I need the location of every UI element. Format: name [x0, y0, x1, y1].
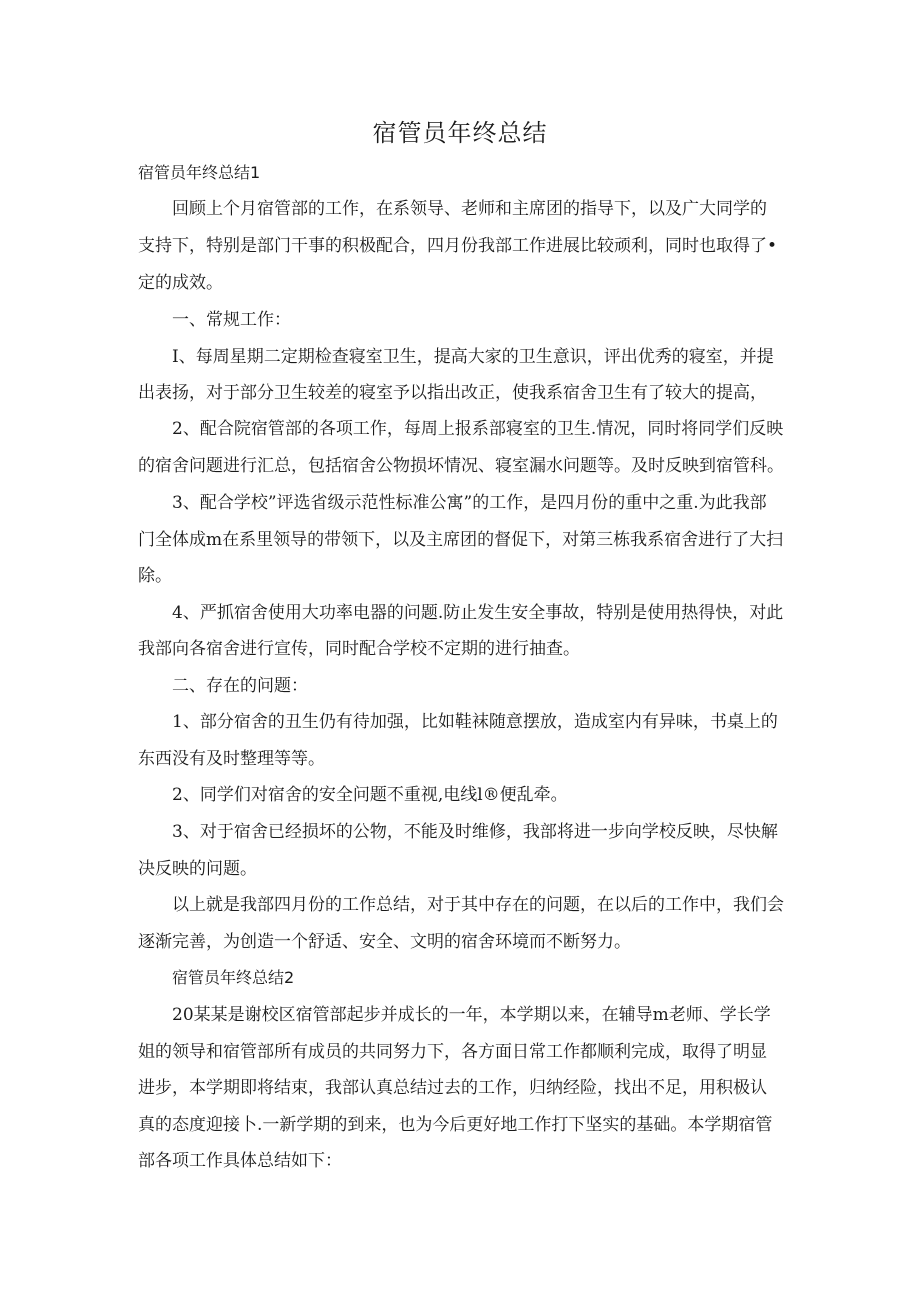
document-title: 宿管员年终总结 — [372, 119, 548, 147]
paragraph-line: 东西没有及时整理等等。 — [138, 749, 325, 769]
paragraph-line: 4、严抓宿舍使用大功率电器的问题.防止发生安全事故，特别是使用热得快，对此 — [172, 603, 784, 623]
paragraph-line: 进步，本学期即将结束，我部认真总结过去的工作，归纳经险，找出不足，用积极认 — [138, 1078, 767, 1098]
paragraph-line: 决反映的问题。 — [138, 859, 257, 879]
section-1-heading: 宿管员年终总结1 — [138, 163, 261, 182]
paragraph-line: 逐渐完善，为创造一个舒适、安全、文明的宿舍环境而不断努力。 — [138, 932, 631, 952]
paragraph-line: I、每周星期二定期检查寝室卫生，提高大家的卫生意识，评出优秀的寝室，并提 — [172, 347, 774, 367]
paragraph-line: 除。 — [138, 566, 172, 586]
paragraph-line: 回顾上个月宿管部的工作，在系领导、老师和主席团的指导下，以及广大同学的 — [172, 199, 767, 219]
paragraph-line: 部各项工作具体总结如下： — [138, 1151, 342, 1171]
paragraph-line: 门全体成m在系里领导的带领下，以及主席团的督促下，对第三栋我系宿舍进行了大扫 — [138, 530, 784, 550]
subheading-routine-work: 一、常规工作： — [172, 310, 291, 330]
paragraph-line: 支持下，特别是部门干事的积极配合，四月份我部工作进展比较顽利，同时也取得了• — [138, 236, 778, 256]
subheading-existing-problems: 二、存在的问题： — [172, 676, 308, 696]
paragraph-line: 姐的领导和宿管部所有成员的共同努力下，各方面日常工作都顺利完成，取得了明显 — [138, 1042, 767, 1062]
paragraph-line: 3、对于宿舍已经损坏的公物，不能及时维修，我部将进一步向学校反映，尽快解 — [172, 822, 778, 842]
paragraph-line: 2、配合院宿管部的各项工作，每周上报系部寝室的卫生.情况，同时将同学们反映 — [172, 419, 784, 439]
paragraph-line: 的宿舍问题进行汇总，包括宿舍公物损坏情况、寝室漏水问题等。及时反映到宿管科。 — [138, 456, 784, 476]
paragraph-line: 1、部分宿舍的丑生仍有待加强，比如鞋袜随意摆放，造成室内有异味，书桌上的 — [172, 712, 778, 732]
paragraph-line: 以上就是我部四月份的工作总结，对于其中存在的问题，在以后的工作中，我们会 — [172, 895, 784, 915]
paragraph-line: 3、配合学校”评选省级示范性标准公寓”的工作，是四月份的重中之重.为此我部 — [172, 493, 767, 513]
paragraph-line: 真的态度迎接卜.一新学期的到来，也为今后更好地工作打下坚实的基础。本学期宿管 — [138, 1115, 773, 1135]
paragraph-line: 我部向各宿舍进行宣传，同时配合学校不定期的进行抽查。 — [138, 639, 580, 659]
paragraph-line: 出表扬，对于部分卫生较差的寝室予以指出改正，使我系宿舍卫生有了较大的提高， — [138, 383, 767, 403]
paragraph-line: 20某某是谢校区宿管部起步并成长的一年，本学期以来，在辅导m老师、学长学 — [172, 1005, 771, 1025]
section-2-heading: 宿管员年终总结2 — [172, 968, 295, 987]
paragraph-line: 2、同学们对宿舍的安全问题不重视,电线l®便乱牵。 — [172, 785, 568, 805]
paragraph-line: 定的成效。 — [138, 273, 223, 293]
